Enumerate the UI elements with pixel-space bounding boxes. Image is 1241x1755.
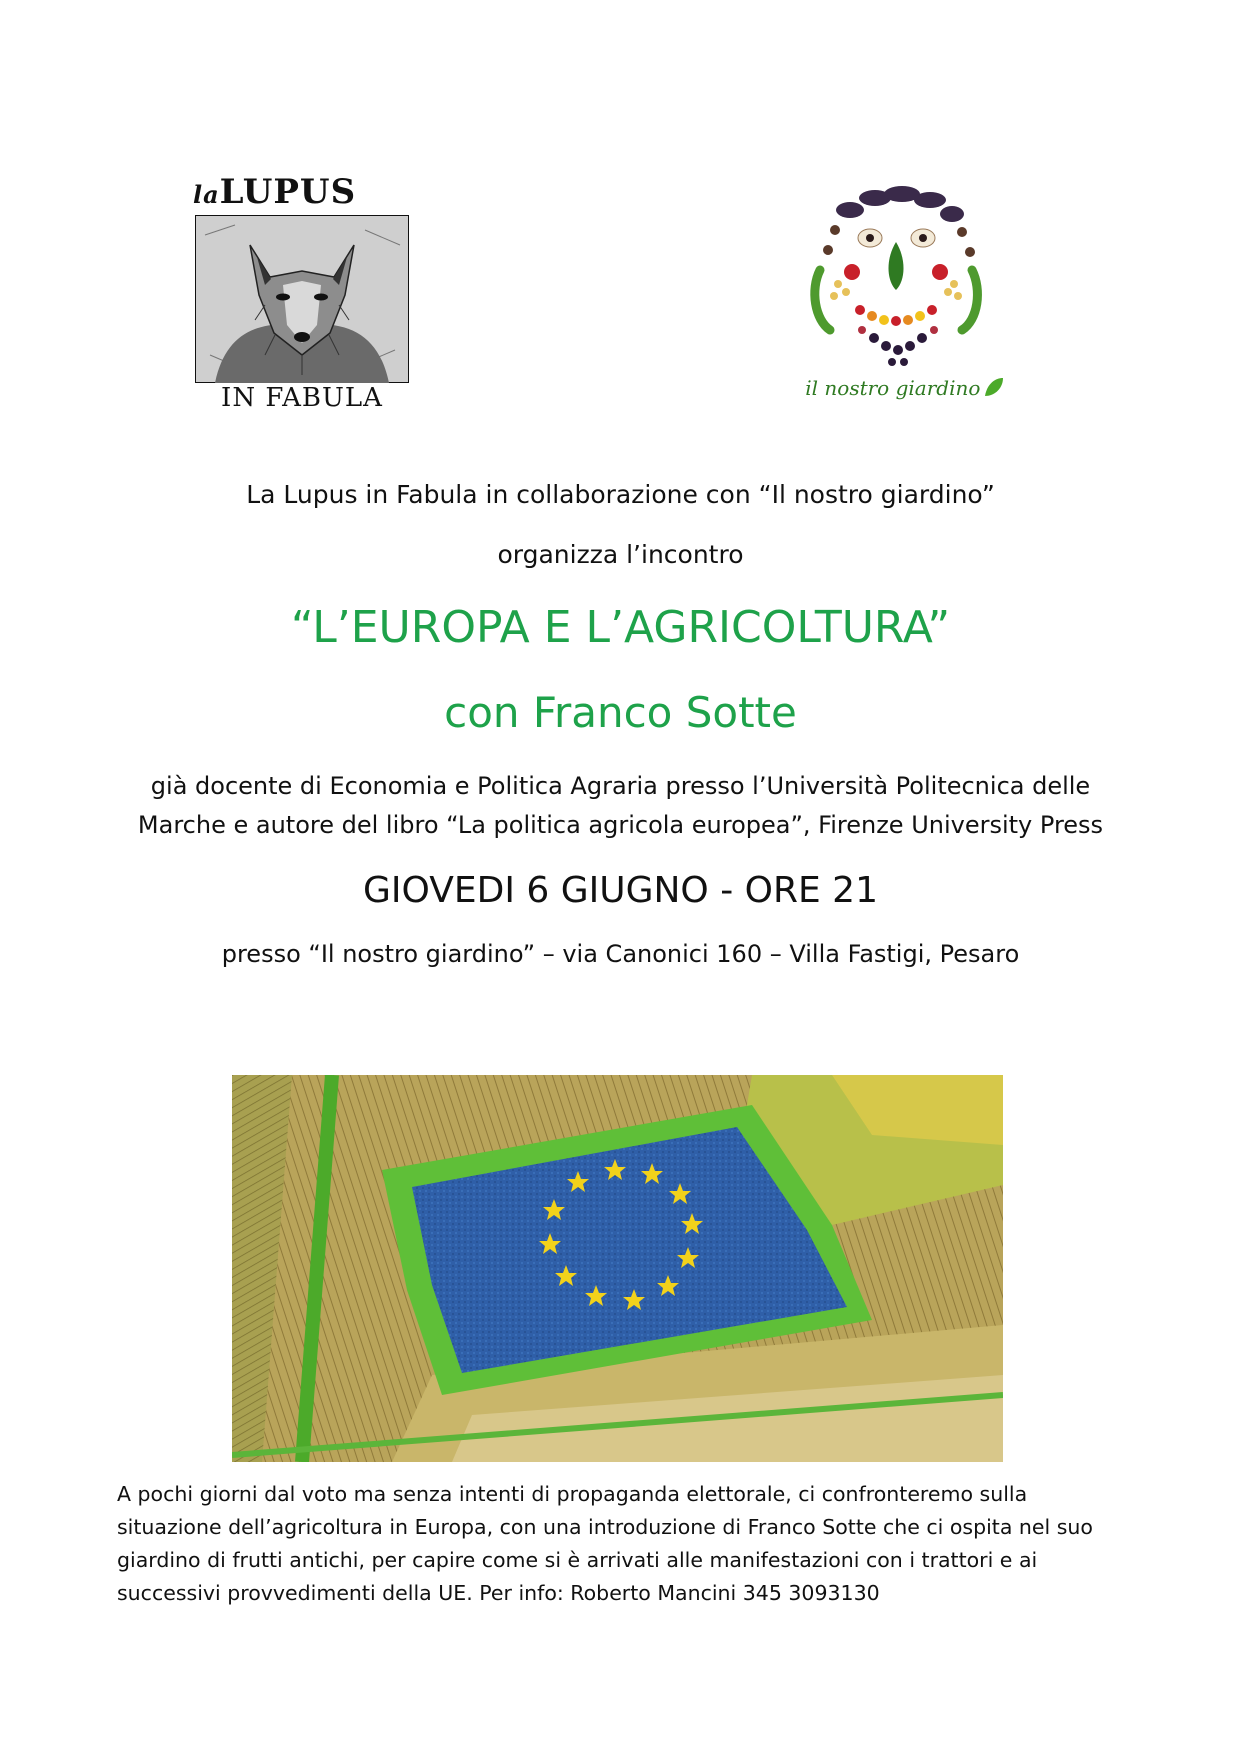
event-speaker: con Franco Sotte — [444, 688, 797, 737]
speaker-bio-line-2: Marche e autore del libro “La politica agricola europea”, Firenze University Press — [137, 811, 1104, 839]
description-line-1: A pochi giorni dal voto ma senza intenti di propaganda elettorale, ci confronteremo sulla — [117, 1482, 1028, 1506]
garden-logo-label: il nostro giardino — [805, 376, 981, 400]
wolf-portrait-icon — [195, 215, 409, 383]
description-line-4: successivi provvedimenti della UE. Per info: Roberto Mancini 345 3093130 — [117, 1581, 880, 1605]
vegetable-face-icon — [790, 180, 1000, 380]
description-line-3: giardino di frutti antichi, per capire come si è arrivati alle manifestazioni con i trattori e ai — [117, 1548, 1038, 1572]
lupus-logo-subtitle: IN FABULA — [221, 383, 383, 413]
eu-flag-field-photo — [232, 1075, 1003, 1462]
event-venue: presso “Il nostro giardino” – via Canonici 160 – Villa Fastigi, Pesaro — [221, 940, 1020, 968]
intro-collaboration: La Lupus in Fabula in collaborazione con “Il nostro giardino” — [246, 480, 995, 509]
garden-logo-text — [790, 376, 1020, 400]
lupus-in-fabula-logo — [193, 172, 411, 413]
event-description — [117, 1478, 1127, 1610]
speaker-bio-line-1: già docente di Economia e Politica Agraria presso l’Università Politecnica delle — [150, 772, 1091, 800]
lupus-logo-prefix: la — [193, 180, 220, 209]
event-title: “L’EUROPA E L’AGRICOLTURA” — [290, 602, 951, 653]
leaf-icon — [983, 376, 1005, 398]
lupus-logo-title — [193, 172, 411, 212]
event-date: GIOVEDI 6 GIUGNO - ORE 21 — [363, 870, 878, 911]
intro-organizes: organizza l’incontro — [497, 540, 744, 569]
il-nostro-giardino-logo — [790, 180, 1030, 412]
lupus-logo-name: LUPUS — [219, 172, 357, 212]
description-line-2: situazione dell’agricoltura in Europa, con una introduzione di Franco Sotte che ci ospita nel suo — [117, 1515, 1093, 1539]
